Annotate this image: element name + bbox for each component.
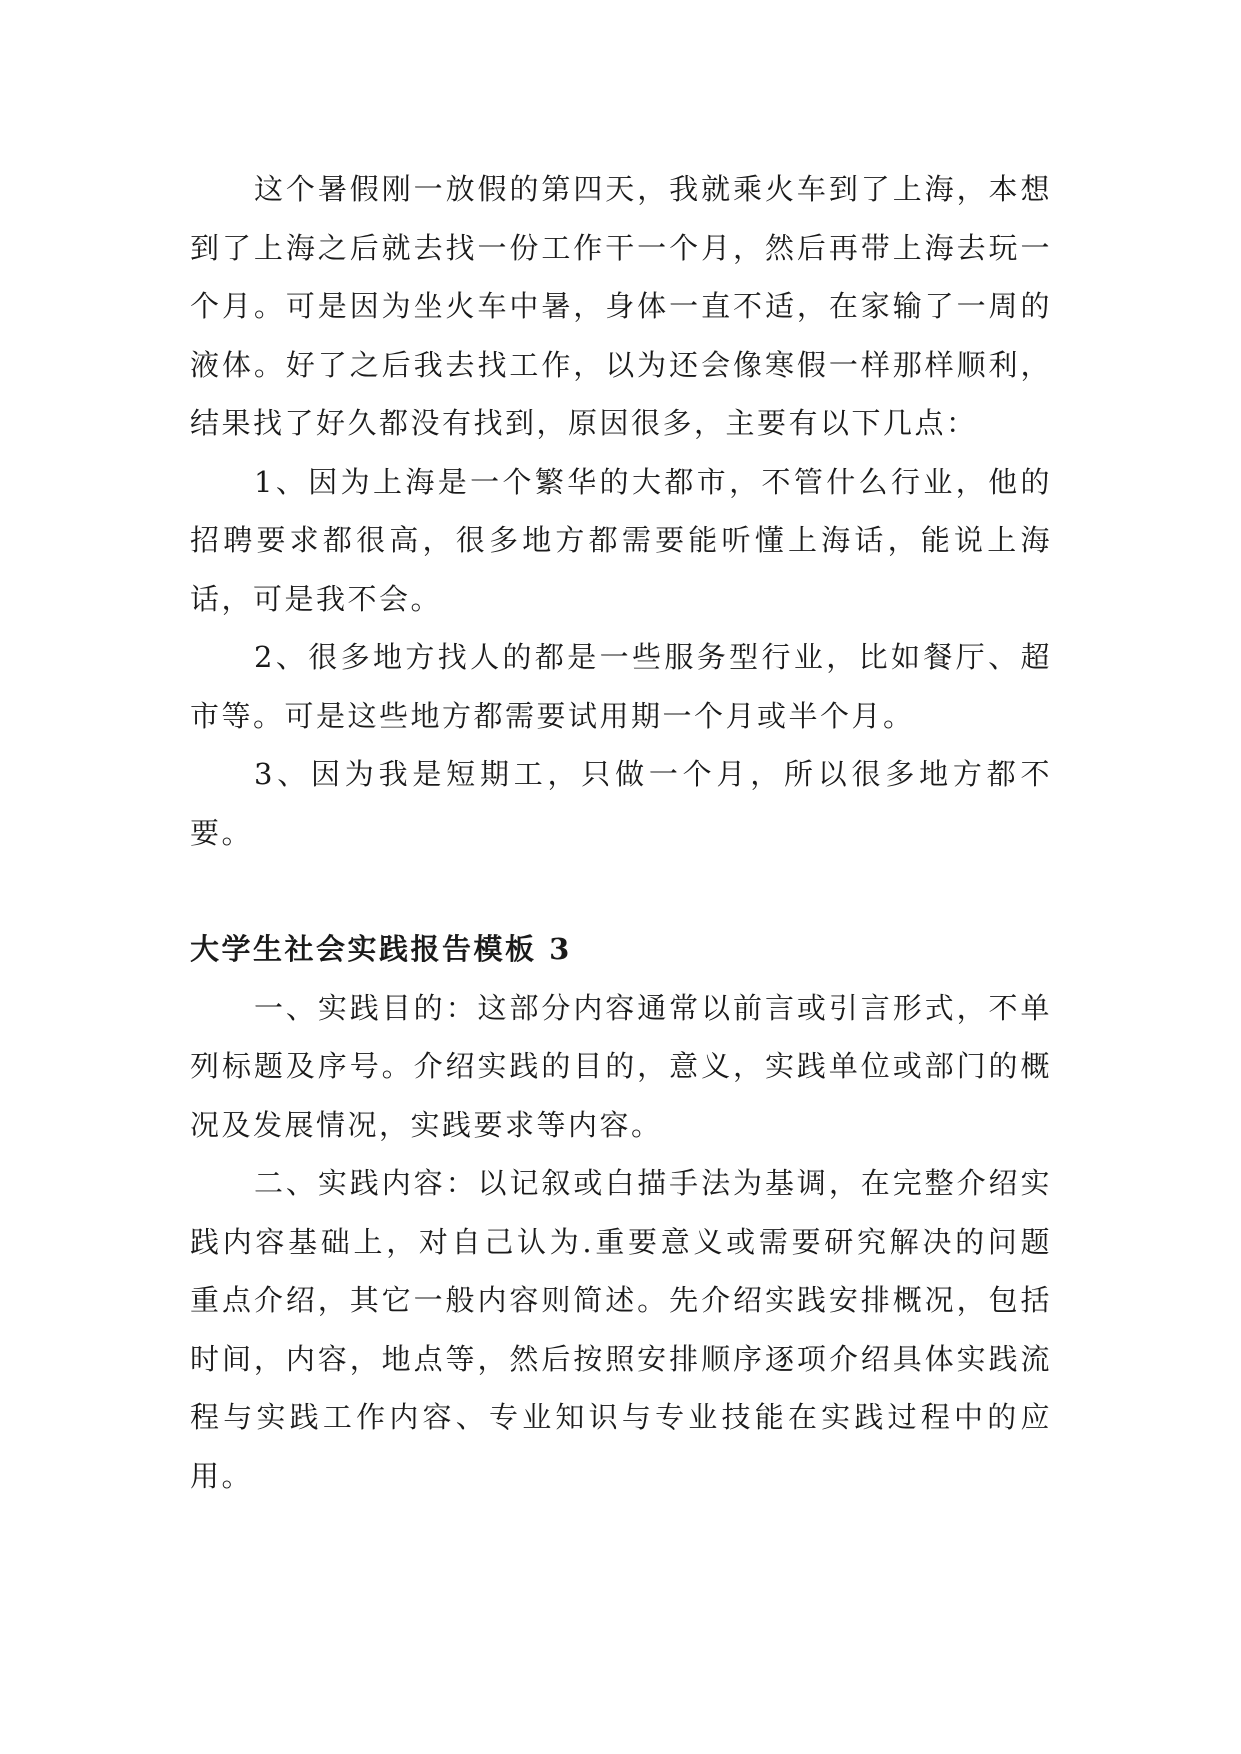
- paragraph-practice-purpose: 一、实践目的：这部分内容通常以前言或引言形式，不单列标题及序号。介绍实践的目的，意义，实践单位或部门的概况及发展情况，实践要求等内容。: [190, 990, 1052, 1142]
- paragraph-intro: 这个暑假刚一放假的第四天，我就乘火车到了上海，本想到了上海之后就去找一份工作干一个月，然后再带上海去玩一个月。可是因为坐火车中暑，身体一直不适，在家输了一周的液体。好了之后我去找工作，以为还会像寒假一样那样顺利，结果找了好久都没有找到，原因很多，主要有以下几点：: [190, 172, 1052, 440]
- section-title: 大学生社会实践报告模板 3: [190, 932, 572, 966]
- document-page: [190, 160, 1052, 1505]
- paragraph-reason-2: 2、很多地方找人的都是一些服务型行业，比如餐厅、超市等。可是这些地方都需要试用期一个月或半个月。: [190, 640, 1052, 733]
- paragraph-practice-content: 二、实践内容：以记叙或白描手法为基调，在完整介绍实践内容基础上，对自己认为.重要意义或需要研究解决的问题重点介绍，其它一般内容则简述。先介绍实践安排概况，包括时间，内容，地点等，然后按照安排顺序逐项介绍具体实践流程与实践工作内容、专业知识与专业技能在实践过程中的应用。: [190, 1166, 1052, 1493]
- paragraph-reason-1: 1、因为上海是一个繁华的大都市，不管什么行业，他的招聘要求都很高，很多地方都需要能听懂上海话，能说上海话，可是我不会。: [190, 464, 1052, 616]
- paragraph-reason-3: 3、因为我是短期工，只做一个月，所以很多地方都不要。: [190, 757, 1052, 850]
